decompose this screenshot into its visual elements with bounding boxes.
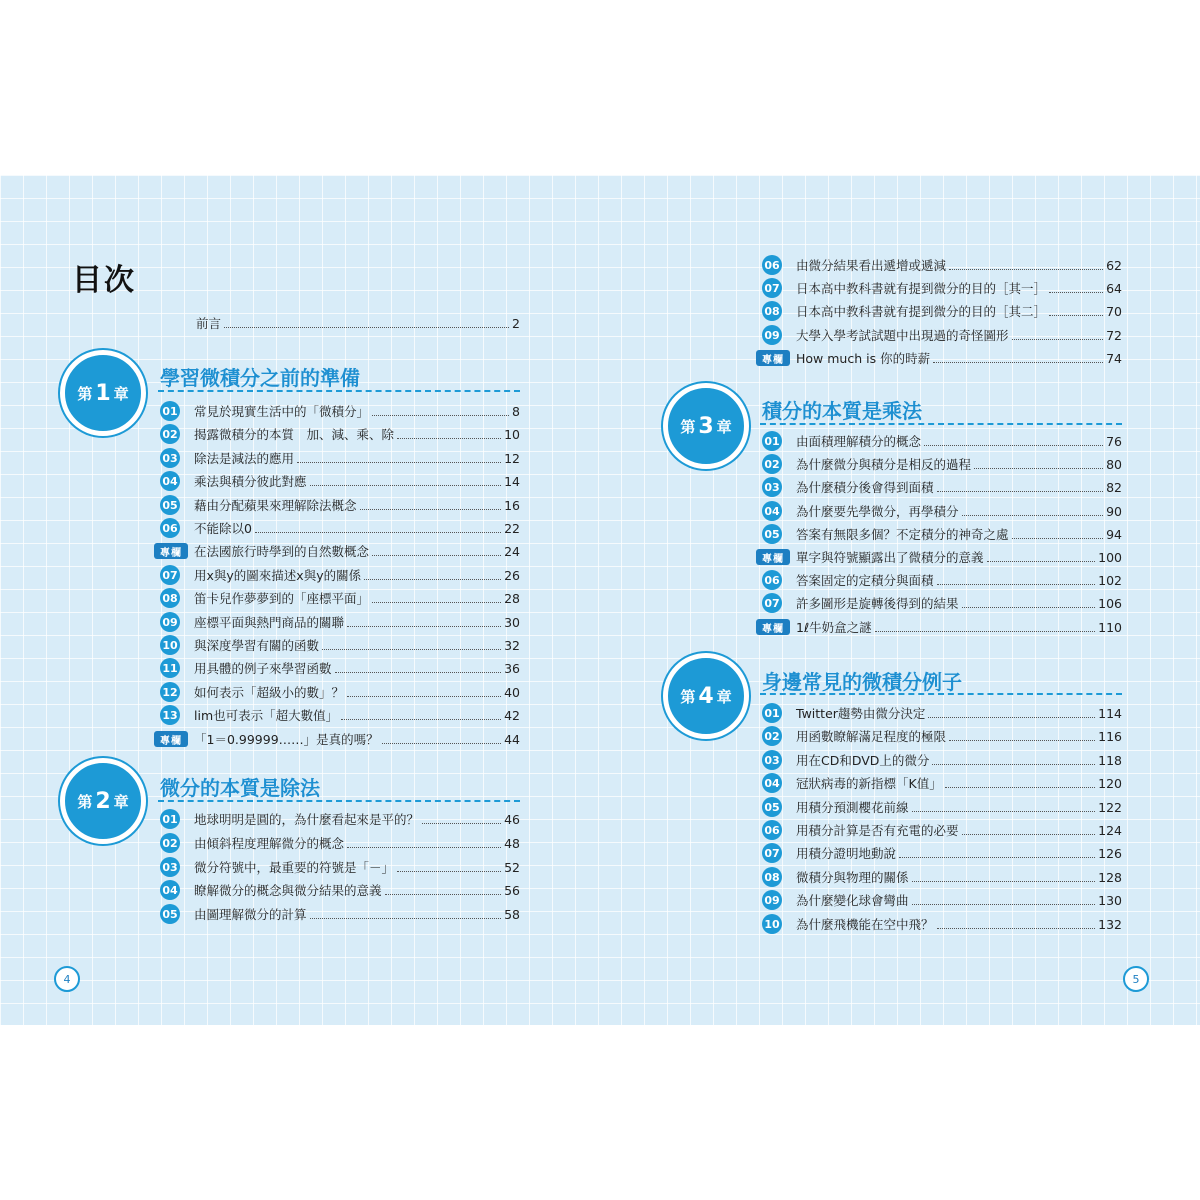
leader-dots (1049, 292, 1103, 293)
toc-entry[interactable] (756, 617, 1122, 637)
entry-page: 48 (504, 835, 520, 851)
leader-dots (347, 847, 501, 848)
section-number-badge: 10 (160, 635, 180, 655)
toc-entry[interactable] (160, 495, 520, 515)
toc-entry[interactable] (154, 729, 520, 749)
entry-page: 118 (1098, 752, 1122, 768)
entry-page: 122 (1098, 799, 1122, 815)
toc-entry[interactable] (762, 703, 1122, 723)
toc-entry[interactable] (160, 904, 520, 924)
toc-entry[interactable] (160, 658, 520, 678)
entry-label: 如何表示「超級小的數」？ (194, 685, 345, 700)
entry-page: 106 (1098, 595, 1122, 611)
chapter-divider (760, 693, 1122, 695)
chapter-suffix: 章 (113, 792, 129, 811)
leader-dots (341, 719, 501, 720)
toc-entry[interactable] (160, 635, 520, 655)
toc-entry[interactable] (762, 914, 1122, 934)
leader-dots (297, 462, 501, 463)
section-number-badge: 01 (160, 401, 180, 421)
entry-page: 120 (1098, 775, 1122, 791)
toc-entry[interactable] (160, 705, 520, 725)
entry-page: 40 (504, 684, 520, 700)
section-number-badge: 04 (762, 773, 782, 793)
entry-label: 常見於現實生活中的「微積分」 (194, 404, 370, 419)
section-number-badge: 09 (762, 325, 782, 345)
entry-label: 為什麼要先學微分，再學積分 (796, 504, 959, 519)
entry-page: 56 (504, 882, 520, 898)
chapter-prefix: 第 (680, 417, 696, 436)
entry-page: 94 (1106, 526, 1122, 542)
toc-entry-preface[interactable] (196, 313, 520, 333)
toc-entry[interactable] (762, 255, 1122, 275)
chapter-badge (663, 653, 749, 739)
entry-label: 單字與符號顯露出了微積分的意義 (796, 550, 984, 565)
toc-entry[interactable] (160, 565, 520, 585)
toc-entry[interactable] (160, 612, 520, 632)
toc-entry[interactable] (762, 454, 1122, 474)
leader-dots (937, 584, 1096, 585)
entry-label: 藉由分配蘋果來理解除法概念 (194, 498, 357, 513)
entry-page: 114 (1098, 705, 1122, 721)
entry-label: 用積分計算是否有充電的必要 (796, 823, 959, 838)
chapter-badge (663, 383, 749, 469)
entry-page: 128 (1098, 869, 1122, 885)
section-number-badge: 03 (160, 857, 180, 877)
entry-page: 44 (504, 731, 520, 747)
entry-label: How much is 你的時薪 (796, 351, 931, 366)
leader-dots (924, 445, 1103, 446)
chapter-prefix: 第 (77, 792, 93, 811)
entry-label: 許多圖形是旋轉後得到的結果 (796, 596, 959, 611)
entry-label: 為什麼飛機能在空中飛？ (796, 917, 934, 932)
entry-page: 80 (1106, 456, 1122, 472)
entry-label: 為什麼變化球會彎曲 (796, 893, 909, 908)
column-badge: 專欄 (756, 619, 790, 635)
entry-label: 為什麼積分後會得到面積 (796, 480, 934, 495)
entry-label: 微分符號中，最重要的符號是「－」 (194, 860, 395, 875)
entry-page: 132 (1098, 916, 1122, 932)
section-number-badge: 08 (762, 301, 782, 321)
entry-label: 笛卡兒作夢夢到的「座標平面」 (194, 591, 370, 606)
entry-label: 地球明明是圓的，為什麼看起來是平的？ (194, 812, 420, 827)
leader-dots (962, 834, 1096, 835)
entry-page: 14 (504, 473, 520, 489)
section-number-badge: 10 (762, 914, 782, 934)
leader-dots (912, 904, 1096, 905)
leader-dots (932, 764, 1095, 765)
entry-label: 由面積理解積分的概念 (796, 434, 922, 449)
entry-label: 由圖理解微分的計算 (194, 907, 307, 922)
section-number-badge: 03 (762, 477, 782, 497)
entry-label: 與深度學習有關的函數 (194, 638, 320, 653)
entry-label: 用x與y的圖來描述x與y的關係 (194, 568, 362, 583)
entry-label: lim也可表示「超大數值」 (194, 708, 339, 723)
chapter-number: 2 (95, 788, 111, 814)
entry-page: 22 (504, 520, 520, 536)
toc-entry[interactable] (762, 278, 1122, 298)
section-number-badge: 05 (762, 524, 782, 544)
entry-label: 座標平面與熱門商品的關聯 (194, 615, 345, 630)
entry-label: 微積分與物理的關係 (796, 870, 909, 885)
leader-dots (322, 649, 501, 650)
leader-dots (962, 515, 1104, 516)
page-number-right: 5 (1123, 966, 1149, 992)
entry-page: 100 (1098, 549, 1122, 565)
entry-page: 8 (512, 403, 520, 419)
leader-dots (255, 532, 501, 533)
entry-label: 由微分結果看出遞增或遞減 (796, 258, 947, 273)
entry-label: 乘法與積分彼此對應 (194, 474, 307, 489)
chapter-title[interactable]: 積分的本質是乘法 (762, 399, 922, 423)
leader-dots (928, 717, 1095, 718)
section-number-badge: 11 (160, 658, 180, 678)
leader-dots (1012, 339, 1104, 340)
entry-label: 用積分預測櫻花前線 (796, 800, 909, 815)
leader-dots (335, 672, 502, 673)
entry-label: 日本高中教科書就有提到微分的目的［其二］ (796, 304, 1047, 319)
entry-label: 用積分證明地動說 (796, 846, 897, 861)
section-number-badge: 05 (762, 797, 782, 817)
leader-dots (937, 928, 1096, 929)
entry-label: 1ℓ牛奶盒之謎 (796, 620, 872, 635)
section-number-badge: 01 (762, 431, 782, 451)
entry-page: 46 (504, 811, 520, 827)
section-number-badge: 09 (160, 612, 180, 632)
entry-page: 32 (504, 637, 520, 653)
entry-label: 用在CD和DVD上的微分 (796, 753, 930, 768)
entry-page: 102 (1098, 572, 1122, 588)
section-number-badge: 06 (762, 255, 782, 275)
leader-dots (937, 491, 1104, 492)
entry-label: 由傾斜程度理解微分的概念 (194, 836, 345, 851)
toc-entry[interactable] (160, 471, 520, 491)
entry-page: 16 (504, 497, 520, 513)
entry-page: 42 (504, 707, 520, 723)
column-badge: 專欄 (756, 350, 790, 366)
entry-label: 在法國旅行時學到的自然數概念 (194, 544, 370, 559)
toc-entry[interactable] (160, 424, 520, 444)
entry-label: 揭露微積分的本質 加、減、乘、除 (194, 427, 395, 442)
leader-dots (397, 871, 501, 872)
leader-dots (945, 787, 1095, 788)
entry-page: 76 (1106, 433, 1122, 449)
chapter-suffix: 章 (716, 687, 732, 706)
entry-page: 28 (504, 590, 520, 606)
toc-entry[interactable] (762, 820, 1122, 840)
entry-label: 大學入學考試試題中出現過的奇怪圖形 (796, 328, 1009, 343)
chapter-divider (760, 423, 1122, 425)
chapter-number: 4 (698, 683, 714, 709)
section-number-badge: 13 (160, 705, 180, 725)
toc-entry[interactable] (762, 431, 1122, 451)
entry-page: 116 (1098, 728, 1122, 744)
leader-dots (962, 607, 1096, 608)
toc-entry[interactable] (762, 325, 1122, 345)
entry-page: 10 (504, 426, 520, 442)
toc-entry[interactable] (762, 890, 1122, 910)
section-number-badge: 01 (762, 703, 782, 723)
column-badge: 專欄 (756, 549, 790, 565)
leader-dots (912, 881, 1096, 882)
toc-entry[interactable] (160, 518, 520, 538)
toc-entry[interactable] (762, 797, 1122, 817)
leader-dots (933, 362, 1103, 363)
section-number-badge: 06 (160, 518, 180, 538)
leader-dots (224, 327, 509, 328)
leader-dots (372, 415, 509, 416)
chapter-prefix: 第 (680, 687, 696, 706)
section-number-badge: 02 (160, 424, 180, 444)
leader-dots (422, 823, 501, 824)
toc-entry[interactable] (762, 570, 1122, 590)
section-number-badge: 07 (762, 843, 782, 863)
chapter-title[interactable]: 學習微積分之前的準備 (160, 366, 360, 390)
entry-label: 前言 (196, 316, 222, 331)
leader-dots (310, 918, 502, 919)
toc-entry[interactable] (762, 477, 1122, 497)
toc-entry[interactable] (160, 880, 520, 900)
entry-page: 36 (504, 660, 520, 676)
leader-dots (899, 857, 1095, 858)
entry-page: 90 (1106, 503, 1122, 519)
toc-entry[interactable] (762, 593, 1122, 613)
section-number-badge: 02 (762, 726, 782, 746)
section-number-badge: 06 (762, 820, 782, 840)
section-number-badge: 04 (160, 471, 180, 491)
section-number-badge: 02 (160, 833, 180, 853)
section-number-badge: 06 (762, 570, 782, 590)
leader-dots (372, 602, 501, 603)
toc-entry[interactable] (756, 547, 1122, 567)
toc-entry[interactable] (762, 524, 1122, 544)
section-number-badge: 03 (762, 750, 782, 770)
section-number-badge: 07 (160, 565, 180, 585)
leader-dots (364, 579, 501, 580)
entry-page: 12 (504, 450, 520, 466)
toc-entry[interactable] (160, 588, 520, 608)
section-number-badge: 07 (762, 278, 782, 298)
entry-label: 答案固定的定積分與面積 (796, 573, 934, 588)
leader-dots (385, 894, 502, 895)
entry-label: 用具體的例子來學習函數 (194, 661, 332, 676)
entry-label: 日本高中教科書就有提到微分的目的［其一］ (796, 281, 1047, 296)
section-number-badge: 09 (762, 890, 782, 910)
section-number-badge: 02 (762, 454, 782, 474)
toc-entry[interactable] (160, 682, 520, 702)
section-number-badge: 05 (160, 904, 180, 924)
leader-dots (974, 468, 1103, 469)
entry-label: 為什麼微分與積分是相反的過程 (796, 457, 972, 472)
entry-label: 「1＝0.99999……」是真的嗎？ (194, 732, 379, 747)
section-number-badge: 01 (160, 809, 180, 829)
entry-label: Twitter趨勢由微分決定 (796, 706, 926, 721)
toc-entry[interactable] (160, 857, 520, 877)
entry-page: 52 (504, 859, 520, 875)
entry-page: 130 (1098, 892, 1122, 908)
chapter-divider (158, 390, 520, 392)
chapter-badge (60, 350, 146, 436)
leader-dots (310, 485, 502, 486)
toc-entry[interactable] (160, 401, 520, 421)
toc-entry[interactable] (762, 750, 1122, 770)
entry-label: 用函數瞭解滿足程度的極限 (796, 729, 947, 744)
entry-label: 瞭解微分的概念與微分結果的意義 (194, 883, 382, 898)
chapter-prefix: 第 (77, 384, 93, 403)
section-number-badge: 04 (762, 501, 782, 521)
toc-entry[interactable] (160, 809, 520, 829)
toc-entry[interactable] (160, 833, 520, 853)
leader-dots (347, 626, 501, 627)
leader-dots (397, 438, 501, 439)
chapter-badge (60, 758, 146, 844)
chapter-title[interactable]: 微分的本質是除法 (160, 776, 320, 800)
leader-dots (987, 561, 1096, 562)
entry-page: 124 (1098, 822, 1122, 838)
leader-dots (382, 743, 501, 744)
chapter-number: 3 (698, 413, 714, 439)
toc-entry[interactable] (154, 541, 520, 561)
leader-dots (949, 740, 1095, 741)
leader-dots (875, 631, 1096, 632)
entry-page: 30 (504, 614, 520, 630)
leader-dots (372, 555, 501, 556)
chapter-number: 1 (95, 380, 111, 406)
entry-page: 26 (504, 567, 520, 583)
leader-dots (1012, 538, 1104, 539)
entry-label: 答案有無限多個？不定積分的神奇之處 (796, 527, 1009, 542)
entry-page: 2 (512, 315, 520, 331)
column-badge: 專欄 (154, 543, 188, 559)
chapter-divider (158, 800, 520, 802)
section-number-badge: 03 (160, 448, 180, 468)
section-number-badge: 12 (160, 682, 180, 702)
section-number-badge: 04 (160, 880, 180, 900)
column-badge: 專欄 (154, 731, 188, 747)
chapter-suffix: 章 (716, 417, 732, 436)
toc-entry[interactable] (756, 348, 1122, 368)
entry-label: 不能除以0 (194, 521, 252, 536)
entry-page: 24 (504, 543, 520, 559)
leader-dots (360, 509, 502, 510)
leader-dots (347, 696, 501, 697)
toc-entry[interactable] (762, 301, 1122, 321)
section-number-badge: 05 (160, 495, 180, 515)
entry-label: 冠狀病毒的新指標「K值」 (796, 776, 942, 791)
toc-entry[interactable] (762, 501, 1122, 521)
toc-entry[interactable] (762, 773, 1122, 793)
entry-page: 74 (1106, 350, 1122, 366)
page-number-left: 4 (54, 966, 80, 992)
chapter-title[interactable]: 身邊常見的微積分例子 (762, 670, 962, 694)
toc-entry[interactable] (160, 448, 520, 468)
entry-page: 58 (504, 906, 520, 922)
chapter-suffix: 章 (113, 384, 129, 403)
entry-page: 62 (1106, 257, 1122, 273)
leader-dots (912, 811, 1096, 812)
leader-dots (949, 269, 1103, 270)
toc-entry[interactable] (762, 867, 1122, 887)
page-title: 目次 (72, 263, 136, 298)
entry-page: 126 (1098, 845, 1122, 861)
leader-dots (1049, 315, 1103, 316)
section-number-badge: 07 (762, 593, 782, 613)
section-number-badge: 08 (160, 588, 180, 608)
entry-page: 82 (1106, 479, 1122, 495)
entry-label: 除法是減法的應用 (194, 451, 295, 466)
entry-page: 72 (1106, 327, 1122, 343)
entry-page: 64 (1106, 280, 1122, 296)
section-number-badge: 08 (762, 867, 782, 887)
toc-entry[interactable] (762, 843, 1122, 863)
entry-page: 110 (1098, 619, 1122, 635)
entry-page: 70 (1106, 303, 1122, 319)
toc-entry[interactable] (762, 726, 1122, 746)
